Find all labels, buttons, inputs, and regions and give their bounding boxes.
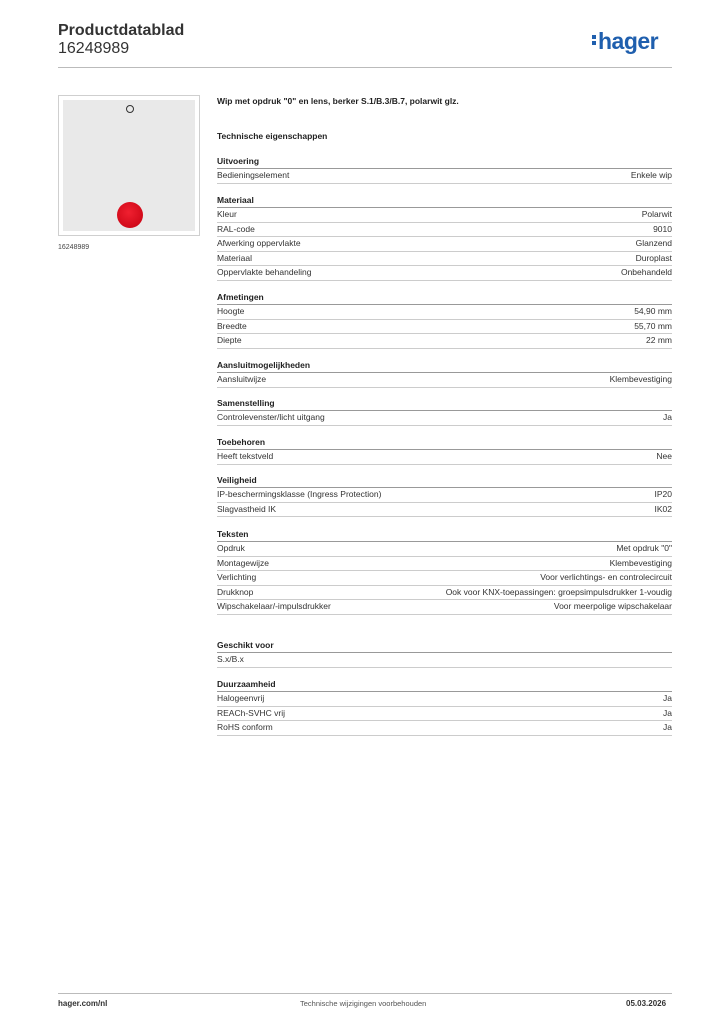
spec-row: [217, 600, 672, 615]
spec-row: [217, 692, 672, 707]
spec-value: 54,90 mm: [634, 306, 672, 316]
spec-value: Klembevestiging: [609, 557, 672, 568]
spec-label: S.x/B.x: [217, 654, 244, 664]
spec-row: [217, 252, 672, 267]
spec-label: Afwerking oppervlakte: [217, 238, 301, 248]
spec-row: [217, 503, 672, 518]
spec-label: Slagvastheid IK: [217, 503, 277, 514]
spec-row: [217, 305, 672, 320]
spec-label: Materiaal: [217, 252, 252, 263]
section-title: Samenstelling: [217, 397, 672, 411]
spec-row: [217, 721, 672, 736]
spec-value: IK02: [654, 503, 672, 514]
spec-value: Ook voor KNX-toepassingen: groepsimpulsdrukker 1-voudig: [445, 586, 672, 597]
image-caption: 16248989: [58, 244, 90, 251]
spec-row: [217, 571, 672, 586]
spec-row: [217, 237, 672, 252]
spec-label: Heeft tekstveld: [217, 451, 274, 461]
spec-row: [217, 411, 672, 426]
spec-value: Ja: [663, 722, 672, 732]
spec-value: Ja: [663, 693, 672, 703]
rocker-plate: [63, 100, 195, 231]
technical-heading: Technische eigenschappen: [217, 131, 328, 141]
spec-row: [217, 707, 672, 722]
spec-row: [217, 557, 672, 572]
header-divider: [58, 67, 672, 68]
spec-row: [217, 169, 672, 184]
spec-label: Bedieningselement: [217, 170, 290, 180]
spec-value: 55,70 mm: [634, 320, 672, 331]
logo-text: hager: [598, 28, 659, 54]
spec-value: Glanzend: [635, 238, 672, 248]
spec-label: Montagewijze: [217, 557, 269, 568]
spec-value: IP20: [654, 489, 672, 499]
spec-label: Hoogte: [217, 306, 245, 316]
section-title: Afmetingen: [217, 291, 672, 305]
page-title: Productdatablad: [58, 22, 185, 39]
spec-row: [217, 334, 672, 349]
spec-label: Diepte: [217, 335, 242, 345]
spec-value: Onbehandeld: [620, 267, 672, 277]
section-title: Teksten: [217, 528, 672, 542]
spec-value: Met opdruk "0": [616, 543, 672, 553]
spec-value: Voor verlichtings- en controlecircuit: [540, 572, 672, 582]
section-title: Materiaal: [217, 194, 672, 208]
spec-value: Klembevestiging: [609, 374, 672, 384]
section-title: Toebehoren: [217, 436, 672, 450]
spec-label: Oppervlakte behandeling: [217, 267, 312, 277]
footer-website[interactable]: hager.com/nl: [58, 999, 108, 1008]
spec-row: [217, 223, 672, 238]
product-description: Wip met opdruk "0" en lens, berker S.1/B.3/B.7, polarwit glz.: [217, 96, 459, 106]
product-image: [58, 95, 200, 236]
section-title: Uitvoering: [217, 155, 672, 169]
spec-row: [217, 320, 672, 335]
spec-value: Ja: [663, 707, 672, 718]
spec-row: [217, 586, 672, 601]
spec-label: Drukknop: [217, 586, 254, 597]
spec-value: 9010: [653, 223, 672, 234]
footer-date: 05.03.2026: [626, 999, 667, 1008]
spec-value: Enkele wip: [630, 170, 672, 180]
footer-disclaimer: Technische wijzigingen voorbehouden: [300, 999, 427, 1008]
spec-value: Duroplast: [635, 252, 672, 263]
hager-logo: [592, 28, 658, 54]
section-title: Aansluitmogelijkheden: [217, 359, 672, 373]
spec-value: Nee: [656, 451, 672, 461]
spec-label: Aansluitwijze: [217, 374, 267, 384]
spec-label: Controlevenster/licht uitgang: [217, 412, 325, 422]
zero-print-icon: [126, 105, 134, 113]
spec-value: Voor meerpolige wipschakelaar: [553, 601, 672, 611]
spec-row: [217, 653, 672, 668]
spec-label: IP-beschermingsklasse (Ingress Protection): [217, 489, 382, 499]
section-title: Duurzaamheid: [217, 678, 672, 692]
spec-label: REACh-SVHC vrij: [217, 707, 286, 718]
product-number: 16248989: [58, 40, 130, 57]
spec-row: [217, 208, 672, 223]
spec-row: [217, 450, 672, 465]
red-lens-icon: [117, 202, 143, 228]
spec-row: [217, 373, 672, 388]
spec-label: Breedte: [217, 320, 247, 331]
spec-label: RoHS conform: [217, 722, 273, 732]
logo-dots-icon: [592, 34, 596, 50]
spec-row: [217, 488, 672, 503]
spec-row: [217, 542, 672, 557]
spec-label: RAL-code: [217, 223, 255, 234]
footer-divider: [58, 993, 672, 994]
section-title: Veiligheid: [217, 474, 672, 488]
spec-label: Verlichting: [217, 572, 257, 582]
spec-label: Opdruk: [217, 543, 245, 553]
spec-value: Polarwit: [641, 209, 672, 219]
spec-label: Wipschakelaar/-impulsdrukker: [217, 601, 331, 611]
spec-label: Kleur: [217, 209, 237, 219]
spec-value: 22 mm: [646, 335, 672, 345]
spec-row: [217, 266, 672, 281]
spec-label: Halogeenvrij: [217, 693, 265, 703]
section-title: Geschikt voor: [217, 639, 672, 653]
spec-value: Ja: [663, 412, 672, 422]
